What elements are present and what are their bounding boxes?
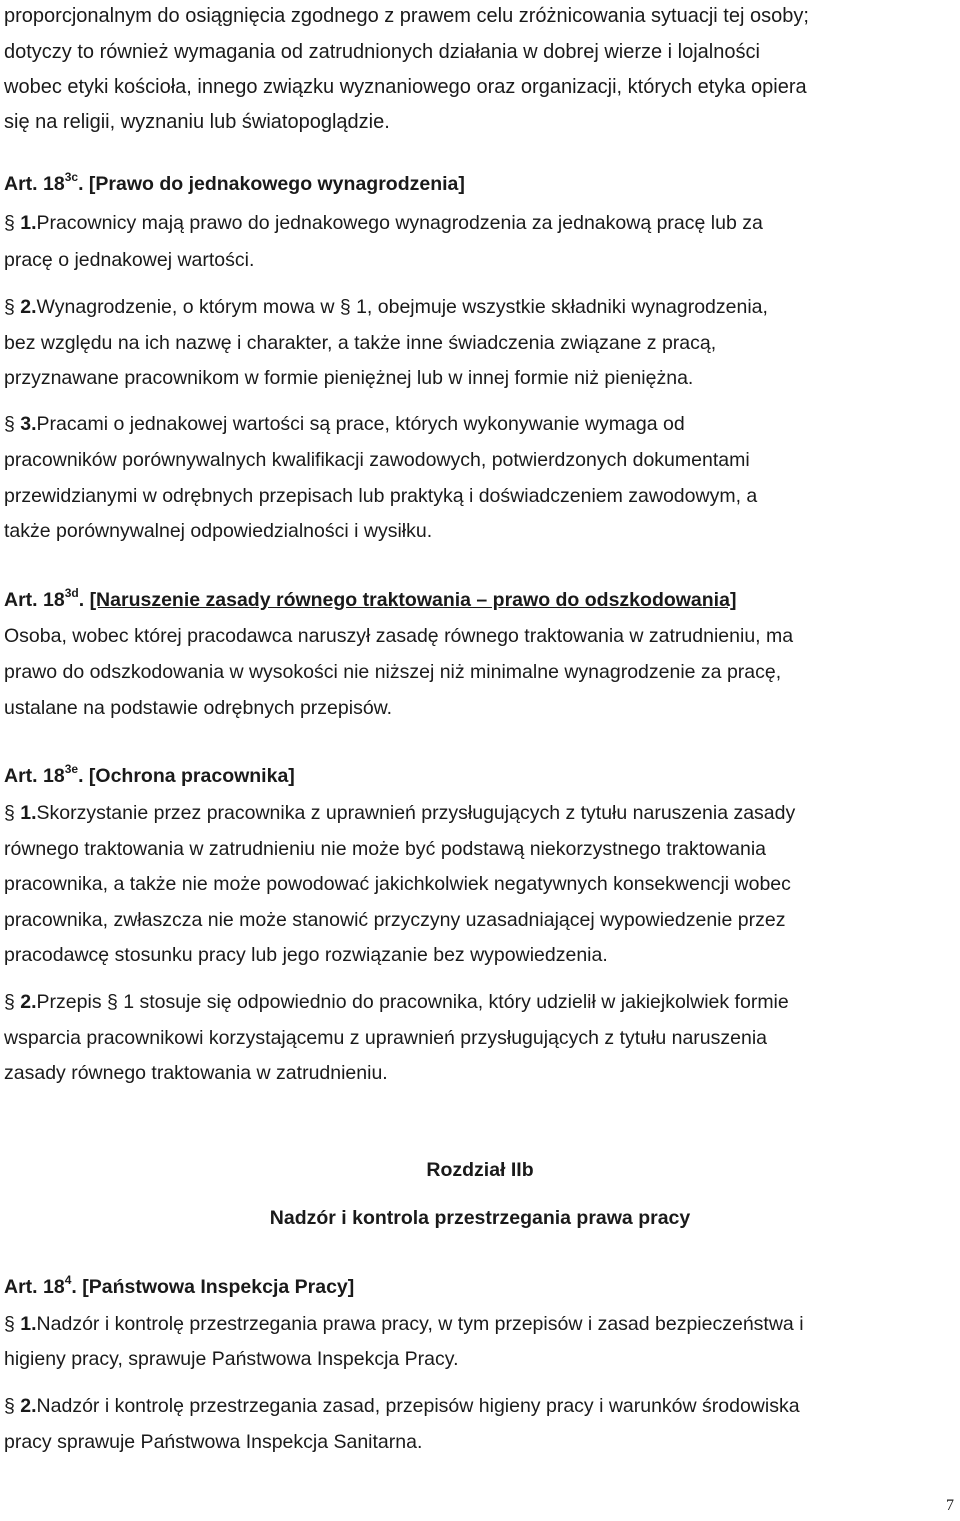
section-sign: § [4, 991, 15, 1013]
paragraph-number: 3. [20, 413, 37, 435]
chapter-title: Rozdział IIb [426, 1159, 534, 1181]
paragraph-line: pracowników porównywalnych kwalifikacji zawodowych, potwierdzonych dokumentami [4, 449, 750, 471]
paragraph-line [4, 1394, 800, 1418]
paragraph-text: Przepis § 1 stosuje się odpowiednio do pracownika, który udzielił w jakiejkolwiek formie [36, 991, 789, 1013]
article-heading [4, 172, 465, 196]
article-dot: . [78, 173, 84, 195]
paragraph-line [4, 412, 685, 436]
article-title: [Państwowa Inspekcja Pracy] [82, 1276, 355, 1298]
article-superscript: 4 [64, 1273, 72, 1287]
article-dot: . [78, 589, 85, 611]
article-dot: . [71, 1276, 77, 1298]
section-sign: § [4, 802, 15, 824]
paragraph-line: pracę o jednakowej wartości. [4, 249, 255, 271]
paragraph-line: także porównywalnej odpowiedzialności i wysiłku. [4, 520, 433, 542]
paragraph-text: Nadzór i kontrolę przestrzegania prawa pracy, w tym przepisów i zasad bezpieczeństwa i [36, 1313, 804, 1335]
article-dot: . [78, 765, 84, 787]
paragraph-line: bez względu na ich nazwę i charakter, a także inne świadczenia związane z pracą, [4, 332, 717, 354]
paragraph-line [4, 295, 768, 319]
article-label: Art. 18 [4, 765, 65, 787]
paragraph-line [4, 1312, 804, 1336]
paragraph-line: przyznawane pracownikom w formie pieniężnej lub w innej formie niż pieniężna. [4, 367, 694, 389]
paragraph-line: pracownika, a także nie może powodować jakichkolwiek negatywnych konsekwencji wobec [4, 873, 791, 895]
article-label: Art. 18 [4, 589, 65, 611]
paragraph-text: Pracami o jednakowej wartości są prace, których wykonywanie wymaga od [36, 413, 685, 435]
section-sign: § [4, 1313, 15, 1335]
page-number: 7 [946, 1497, 954, 1514]
article-title: [Naruszenie zasady równego traktowania – prawo do odszkodowania] [89, 589, 737, 611]
article-label: Art. 18 [4, 1276, 65, 1298]
paragraph-line: przewidzianymi w odrębnych przepisach lub praktyką i doświadczeniem zawodowym, a [4, 485, 758, 507]
paragraph-number: 2. [20, 1395, 37, 1417]
paragraph-line: Osoba, wobec której pracodawca naruszył zasadę równego traktowania w zatrudnieniu, ma [4, 625, 794, 647]
paragraph-number: 1. [20, 1313, 37, 1335]
article-heading [4, 764, 295, 788]
section-sign: § [4, 296, 15, 318]
paragraph-number: 2. [20, 296, 37, 318]
paragraph-line: równego traktowania w zatrudnieniu nie może być podstawą niekorzystnego traktowania [4, 838, 767, 860]
article-heading [4, 1275, 354, 1299]
paragraph-text: Wynagrodzenie, o którym mowa w § 1, obejmuje wszystkie składniki wynagrodzenia, [36, 296, 768, 318]
paragraph-number: 2. [20, 991, 37, 1013]
article-label: Art. 18 [4, 173, 65, 195]
intro-line: dotyczy to również wymagania od zatrudnionych działania w dobrej wierze i lojalności [4, 41, 760, 63]
section-sign: § [4, 212, 15, 234]
paragraph-number: 1. [20, 212, 37, 234]
paragraph-line [4, 990, 789, 1014]
paragraph-line: wsparcia pracownikowi korzystającemu z uprawnień przysługujących z tytułu naruszenia [4, 1027, 768, 1049]
paragraph-text: Pracownicy mają prawo do jednakowego wynagrodzenia za jednakową pracę lub za [36, 212, 763, 234]
paragraph-line: pracy sprawuje Państwowa Inspekcja Sanitarna. [4, 1431, 423, 1453]
paragraph-line: pracownika, zwłaszcza nie może stanowić przyczyny uzasadniającej wypowiedzenie przez [4, 909, 786, 931]
intro-line: się na religii, wyznaniu lub światopoglądzie. [4, 111, 390, 133]
section-sign: § [4, 413, 15, 435]
paragraph-text: Skorzystanie przez pracownika z uprawnień przysługujących z tytułu naruszenia zasady [36, 802, 796, 824]
article-heading [4, 588, 736, 612]
chapter-subtitle: Nadzór i kontrola przestrzegania prawa pracy [269, 1207, 691, 1229]
paragraph-line [4, 801, 795, 825]
article-superscript: 3c [64, 170, 79, 184]
article-title: [Prawo do jednakowego wynagrodzenia] [88, 173, 465, 195]
paragraph-number: 1. [20, 802, 37, 824]
paragraph-line: prawo do odszkodowania w wysokości nie niższej niż minimalne wynagrodzenie za pracę, [4, 661, 782, 683]
article-superscript: 3e [64, 762, 79, 776]
paragraph-line: zasady równego traktowania w zatrudnieniu. [4, 1062, 388, 1084]
paragraph-line: higieny pracy, sprawuje Państwowa Inspekcja Pracy. [4, 1348, 459, 1370]
paragraph-text: Nadzór i kontrolę przestrzegania zasad, przepisów higieny pracy i warunków środowiska [36, 1395, 800, 1417]
intro-line: proporcjonalnym do osiągnięcia zgodnego z prawem celu zróżnicowania sytuacji tej osoby; [4, 5, 809, 27]
article-superscript: 3d [64, 586, 79, 600]
article-title: [Ochrona pracownika] [88, 765, 295, 787]
intro-line: wobec etyki kościoła, innego związku wyznaniowego oraz organizacji, których etyka opiera [4, 76, 807, 98]
section-sign: § [4, 1395, 15, 1417]
paragraph-line [4, 211, 763, 235]
paragraph-line: ustalane na podstawie odrębnych przepisów. [4, 697, 393, 719]
paragraph-line: pracodawcę stosunku pracy lub jego rozwiązanie bez wypowiedzenia. [4, 944, 608, 966]
